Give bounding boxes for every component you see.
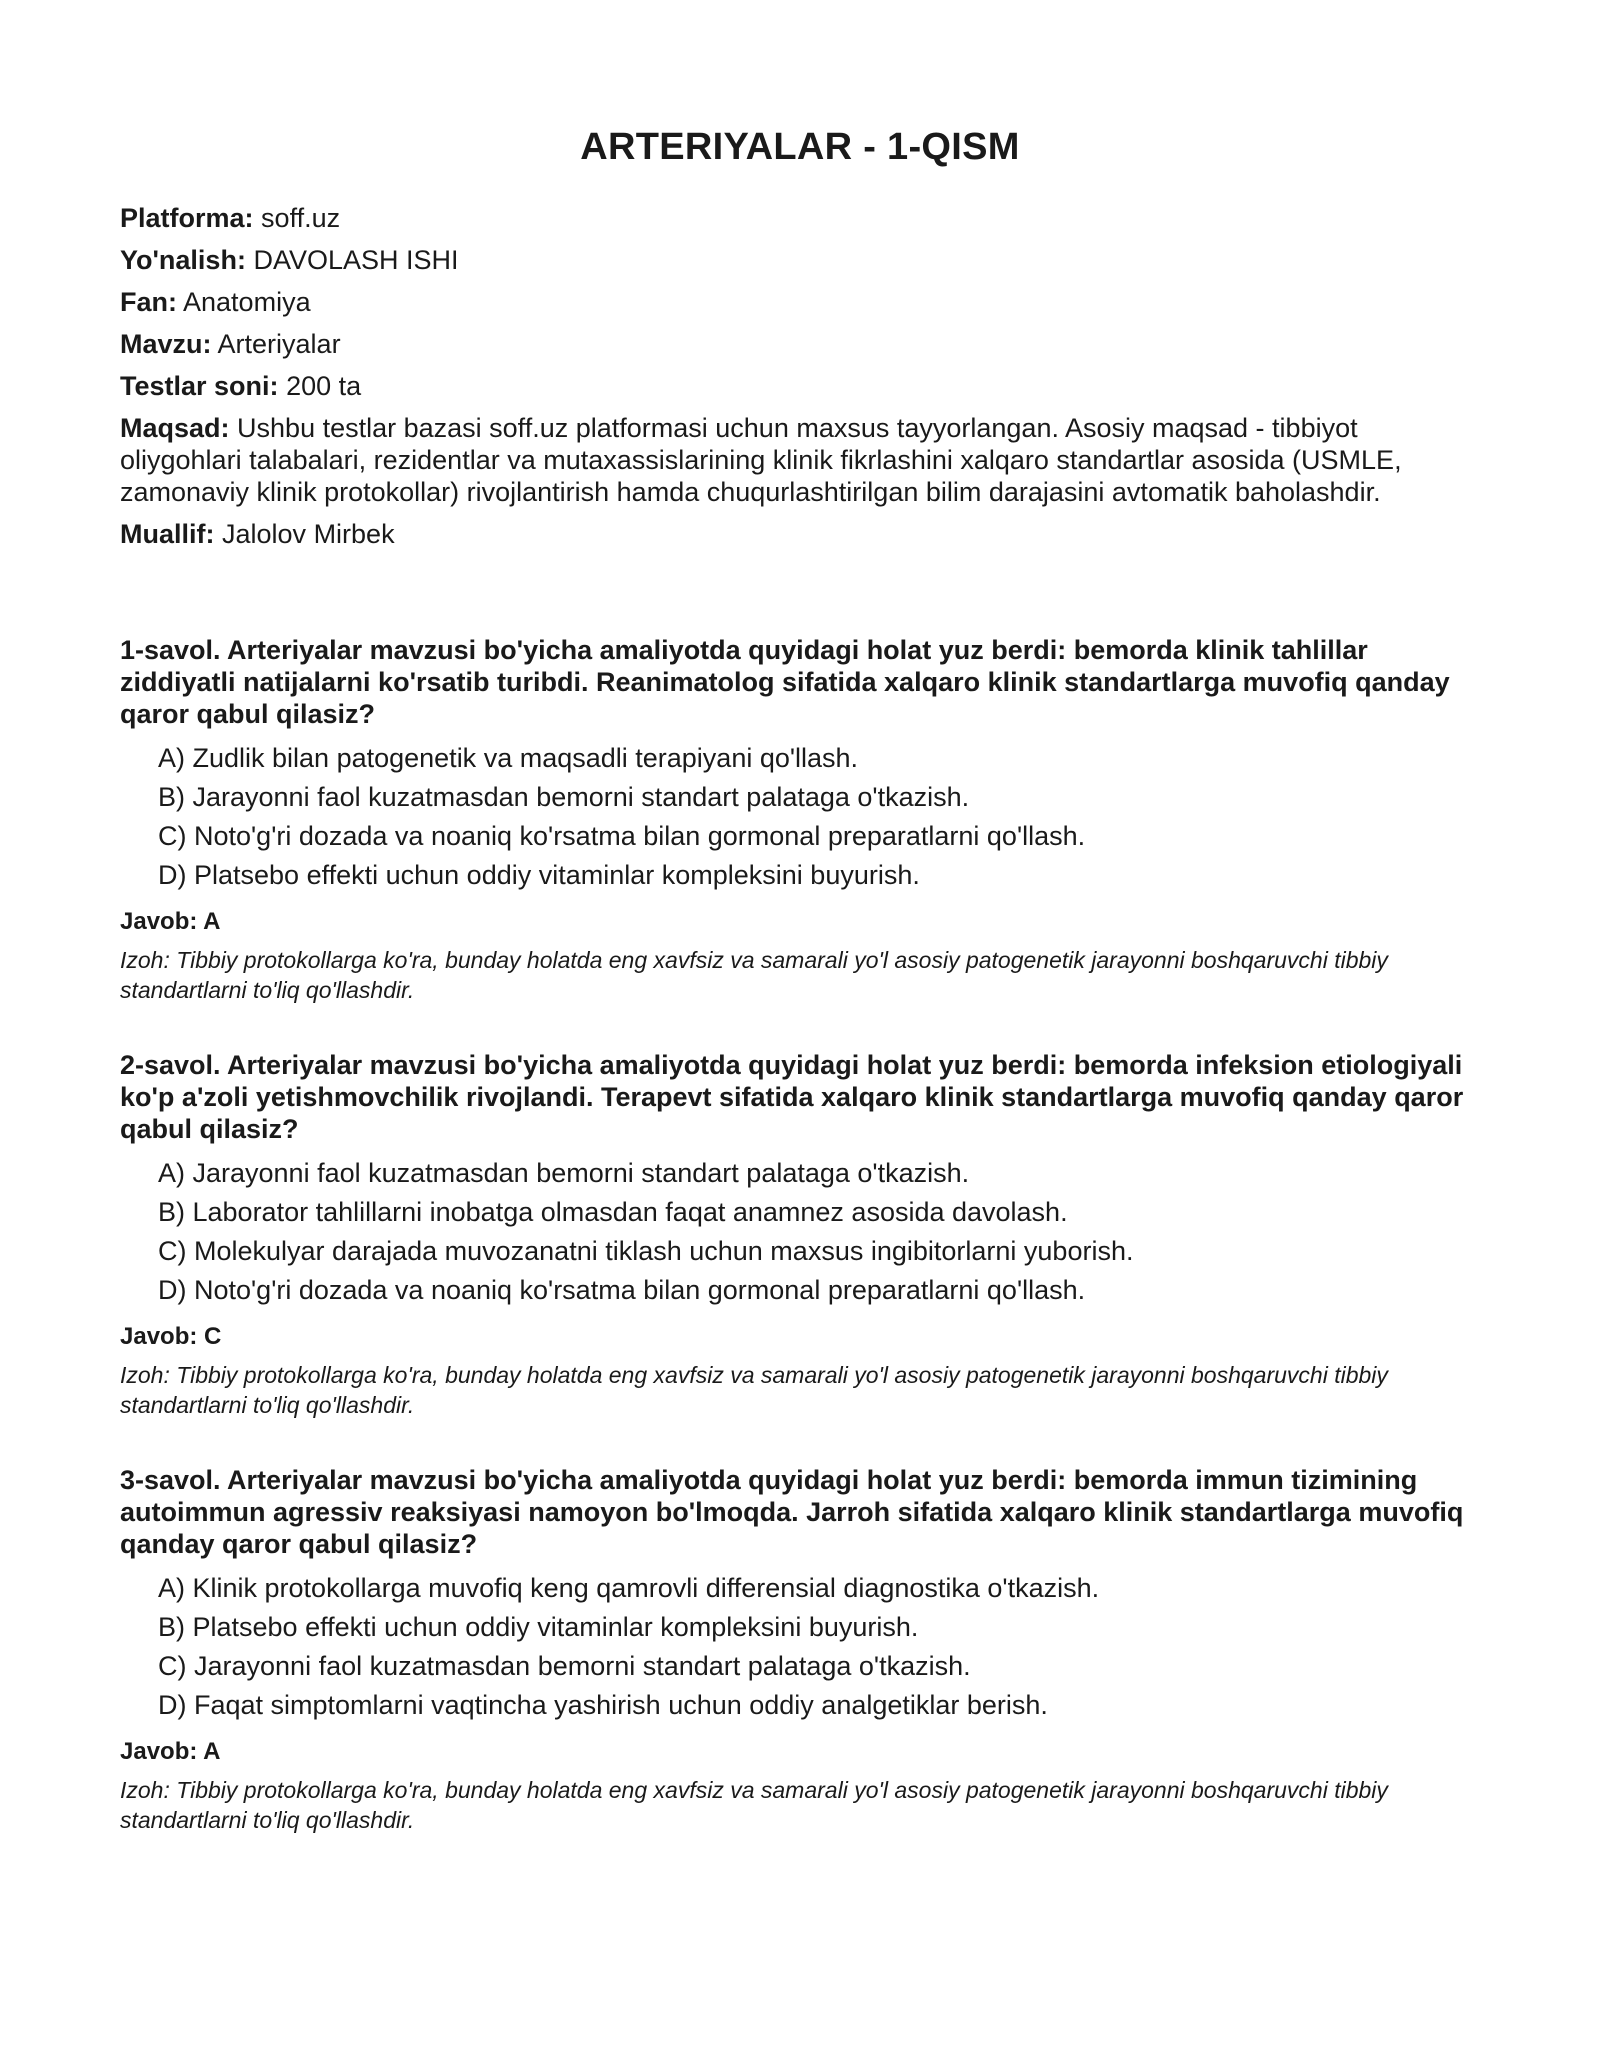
meta-mavzu [120, 328, 1480, 360]
meta-muallif [120, 518, 1480, 550]
question-3 [120, 1464, 1480, 1835]
meta-value: Arteriyalar [217, 329, 341, 359]
answer-options [120, 742, 1480, 891]
meta-value: soff.uz [261, 203, 341, 233]
meta-label: Testlar soni: [120, 371, 279, 401]
answer-options [120, 1572, 1480, 1721]
meta-testlar-soni [120, 370, 1480, 402]
question-text: 2-savol. Arteriyalar mavzusi bo'yicha amaliyotda quyidagi holat yuz berdi: bemorda infeksion etiologiyali ko'p a'zoli yetishmovchilik rivojlandi. Terapevt sifatida xalqaro klinik standartlarga muvofiq qanday qaror qabul qilasiz? [120, 1050, 1464, 1144]
option-d: D) Faqat simptomlarni vaqtincha yashirish uchun oddiy analgetiklar berish. [158, 1690, 1048, 1720]
answer-options [120, 1157, 1480, 1306]
meta-value: DAVOLASH ISHI [253, 245, 459, 275]
option-c: C) Noto'g'ri dozada va noaniq ko'rsatma bilan gormonal preparatlarni qo'llash. [158, 821, 1086, 851]
option-c: C) Jarayonni faol kuzatmasdan bemorni standart palataga o'tkazish. [158, 1651, 971, 1681]
meta-maqsad [120, 412, 1480, 508]
meta-value: Jalolov Mirbek [222, 519, 395, 549]
correct-answer: Javob: A [120, 908, 221, 935]
meta-label: Fan: [120, 287, 177, 317]
explanation: Izoh: Tibbiy protokollarga ko'ra, bunday holatda eng xavfsiz va samarali yo'l asosiy patogenetik jarayonni boshqaruvchi tibbiy standartlarni to'liq qo'llashdir. [120, 947, 1388, 1003]
meta-label: Mavzu: [120, 329, 212, 359]
document-meta [120, 202, 1480, 550]
question-list [120, 634, 1480, 1835]
meta-value: Ushbu testlar bazasi soff.uz platformasi uchun maxsus tayyorlangan. Asosiy maqsad - tibbiyot oliygohlari talabalari, rezidentlar va mutaxassislarining klinik fikrlashini xalqaro standartlar asosida (USMLE, zamonaviy klinik protokollar) rivojlantirish hamda chuqurlashtirilgan bilim darajasini avtomatik baholashdir. [120, 413, 1402, 507]
document-title: ARTERIYALAR - 1-QISM [580, 126, 1020, 168]
option-b: B) Jarayonni faol kuzatmasdan bemorni standart palataga o'tkazish. [158, 782, 970, 812]
option-d: D) Noto'g'ri dozada va noaniq ko'rsatma bilan gormonal preparatlarni qo'llash. [158, 1275, 1086, 1305]
option-b: B) Platsebo effekti uchun oddiy vitaminlar kompleksini buyurish. [158, 1612, 919, 1642]
option-a: A) Zudlik bilan patogenetik va maqsadli terapiyani qo'llash. [158, 743, 859, 773]
option-c: C) Molekulyar darajada muvozanatni tiklash uchun maxsus ingibitorlarni yuborish. [158, 1236, 1134, 1266]
meta-platforma [120, 202, 1480, 234]
explanation: Izoh: Tibbiy protokollarga ko'ra, bunday holatda eng xavfsiz va samarali yo'l asosiy patogenetik jarayonni boshqaruvchi tibbiy standartlarni to'liq qo'llashdir. [120, 1777, 1388, 1833]
meta-label: Platforma: [120, 203, 254, 233]
question-text: 1-savol. Arteriyalar mavzusi bo'yicha amaliyotda quyidagi holat yuz berdi: bemorda klinik tahlillar ziddiyatli natijalarni ko'rsatib turibdi. Reanimatolog sifatida xalqaro klinik standartlarga muvofiq qanday qaror qabul qilasiz? [120, 635, 1450, 729]
question-2 [120, 1049, 1480, 1420]
meta-value: Anatomiya [183, 287, 311, 317]
meta-label: Muallif: [120, 519, 215, 549]
question-1 [120, 634, 1480, 1005]
correct-answer: Javob: A [120, 1738, 221, 1765]
meta-yonalish [120, 244, 1480, 276]
question-text: 3-savol. Arteriyalar mavzusi bo'yicha amaliyotda quyidagi holat yuz berdi: bemorda immun tizimining autoimmun agressiv reaksiyasi namoyon bo'lmoqda. Jarroh sifatida xalqaro klinik standartlarga muvofiq qanday qaror qabul qilasiz? [120, 1465, 1464, 1559]
option-b: B) Laborator tahlillarni inobatga olmasdan faqat anamnez asosida davolash. [158, 1197, 1068, 1227]
meta-value: 200 ta [286, 371, 362, 401]
meta-fan [120, 286, 1480, 318]
explanation: Izoh: Tibbiy protokollarga ko'ra, bunday holatda eng xavfsiz va samarali yo'l asosiy patogenetik jarayonni boshqaruvchi tibbiy standartlarni to'liq qo'llashdir. [120, 1362, 1388, 1418]
correct-answer: Javob: C [120, 1323, 222, 1350]
meta-label: Yo'nalish: [120, 245, 246, 275]
meta-label: Maqsad: [120, 413, 230, 443]
option-a: A) Klinik protokollarga muvofiq keng qamrovli differensial diagnostika o'tkazish. [158, 1573, 1100, 1603]
option-a: A) Jarayonni faol kuzatmasdan bemorni standart palataga o'tkazish. [158, 1158, 970, 1188]
option-d: D) Platsebo effekti uchun oddiy vitaminlar kompleksini buyurish. [158, 860, 920, 890]
